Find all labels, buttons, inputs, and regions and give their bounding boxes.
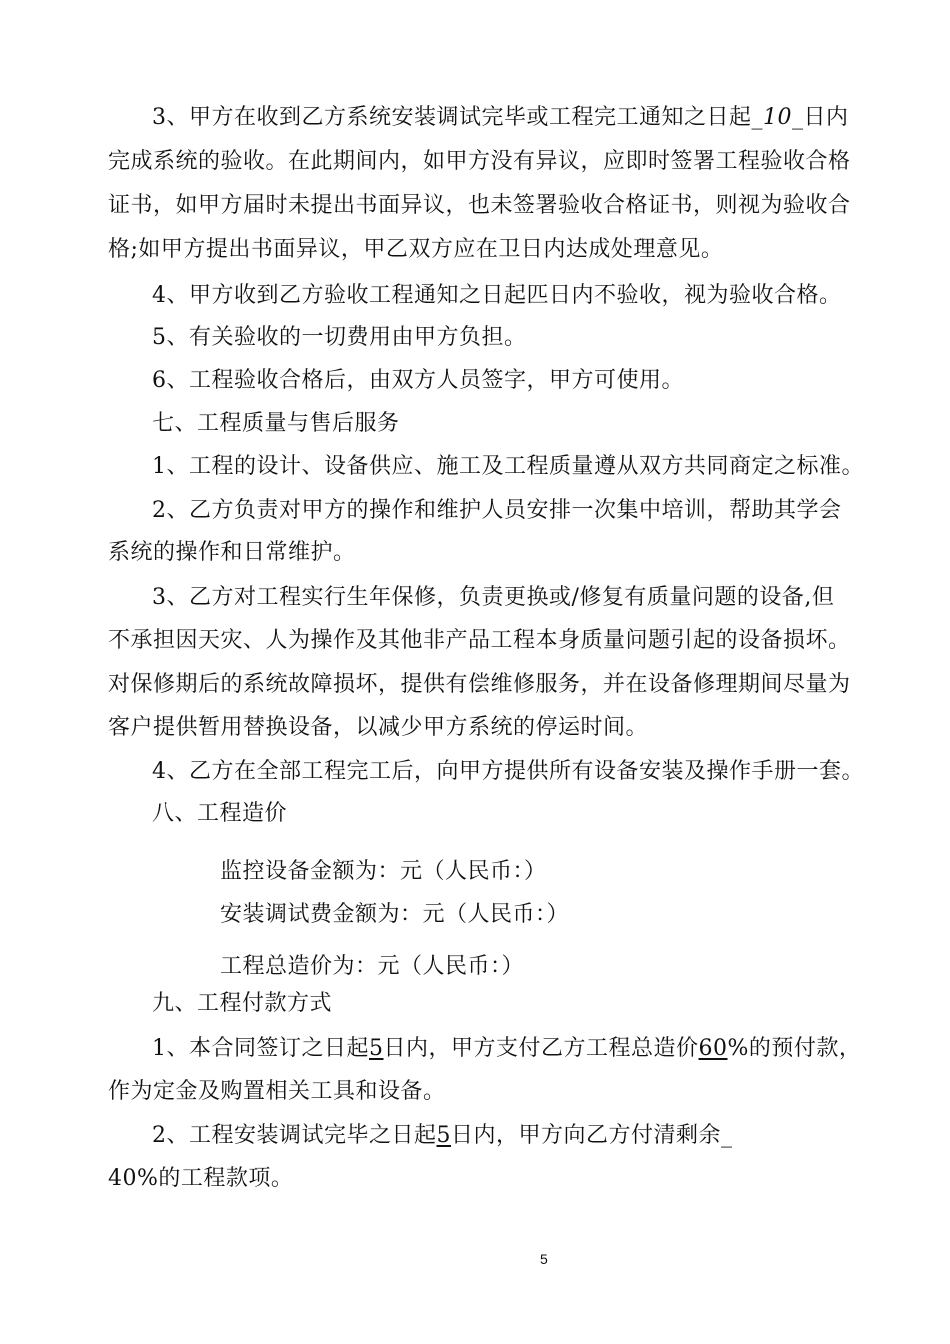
clause-7-3-line-4: 客户提供暂用替换设备，以减少甲方系统的停运时间。 [108,715,649,740]
clause-6-3-line-2: 完成系统的验收。在此期间内，如甲方没有异议，应即时签署工程验收合格 [108,149,851,174]
clause-9-1-line-2: 作为定金及购置相关工具和设备。 [108,1079,446,1104]
price-monitoring-equipment: 监控设备金额为：元（人民币：） [220,859,547,884]
text-segment: 日内，甲方支付乙方工程总造价 [383,1036,699,1061]
clause-7-1: 1、工程的设计、设备供应、施工及工程质量遵从双方共同商定之标准。 [152,454,864,479]
section-heading-8: 八、工程造价 [152,801,288,826]
final-payment-days-value: 5 [436,1123,451,1148]
prepayment-percent-value: 60 [698,1036,728,1061]
payment-days-value: 5 [369,1036,384,1061]
clause-6-4: 4、甲方收到乙方验收工程通知之日起匹日内不验收，视为验收合格。 [152,283,842,308]
clause-6-3-line-3: 证书，如甲方届时未提出书面异议，也未签署验收合格证书，则视为验收合 [108,193,851,218]
clause-7-3-line-2: 不承担因天灾、人为操作及其他非产品工程本身质量问题引起的设备损坏。 [108,628,851,653]
section-heading-7: 七、工程质量与售后服务 [152,411,400,436]
clause-6-3-line-1 [152,103,849,133]
clause-7-2-line-2: 系统的操作和日常维护。 [108,540,356,565]
clause-7-2-line-1: 2、乙方负责对甲方的操作和维护人员安排一次集中培训，帮助其学会 [152,498,842,523]
clause-7-3-line-1: 3、乙方对工程实行生年保修，负责更换或/修复有质量问题的设备,但 [152,585,835,610]
clause-7-4: 4、乙方在全部工程完工后，向甲方提供所有设备安装及操作手册一套。 [152,759,864,784]
text-segment: 2、工程安装调试完毕之日起 [152,1123,437,1148]
clause-9-1-line-1 [152,1034,861,1064]
price-installation-fee: 安装调试费金额为：元（人民币：） [220,902,570,927]
text-segment: 1、本合同签订之日起 [152,1036,369,1061]
price-total: 工程总造价为：元（人民币：） [220,954,525,979]
clause-6-5: 5、有关验收的一切费用由甲方负担。 [152,325,527,350]
clause-6-3-line-4: 格;如甲方提出书面异议，甲乙双方应在卫日内达成处理意见。 [108,237,724,262]
text-segment: %的预付款， [727,1036,862,1061]
text-segment: _日内 [792,105,849,130]
clause-9-2-line-2: 40%的工程款项。 [108,1166,294,1191]
clause-7-3-line-3: 对保修期后的系统故障损坏，提供有偿维修服务，并在设备修理期间尽量为 [108,672,851,697]
acceptance-days-value: 10 [763,105,792,130]
clause-6-6: 6、工程验收合格后，由双方人员签字，甲方可使用。 [152,368,684,393]
page-number: 5 [540,1251,548,1267]
clause-9-2-line-1 [152,1121,733,1151]
section-heading-9: 九、工程付款方式 [152,991,333,1016]
text-segment: 日内，甲方向乙方付清剩余_ [451,1123,733,1148]
text-segment: 3、甲方在收到乙方系统安装调试完毕或工程完工通知之日起_ [152,105,763,130]
